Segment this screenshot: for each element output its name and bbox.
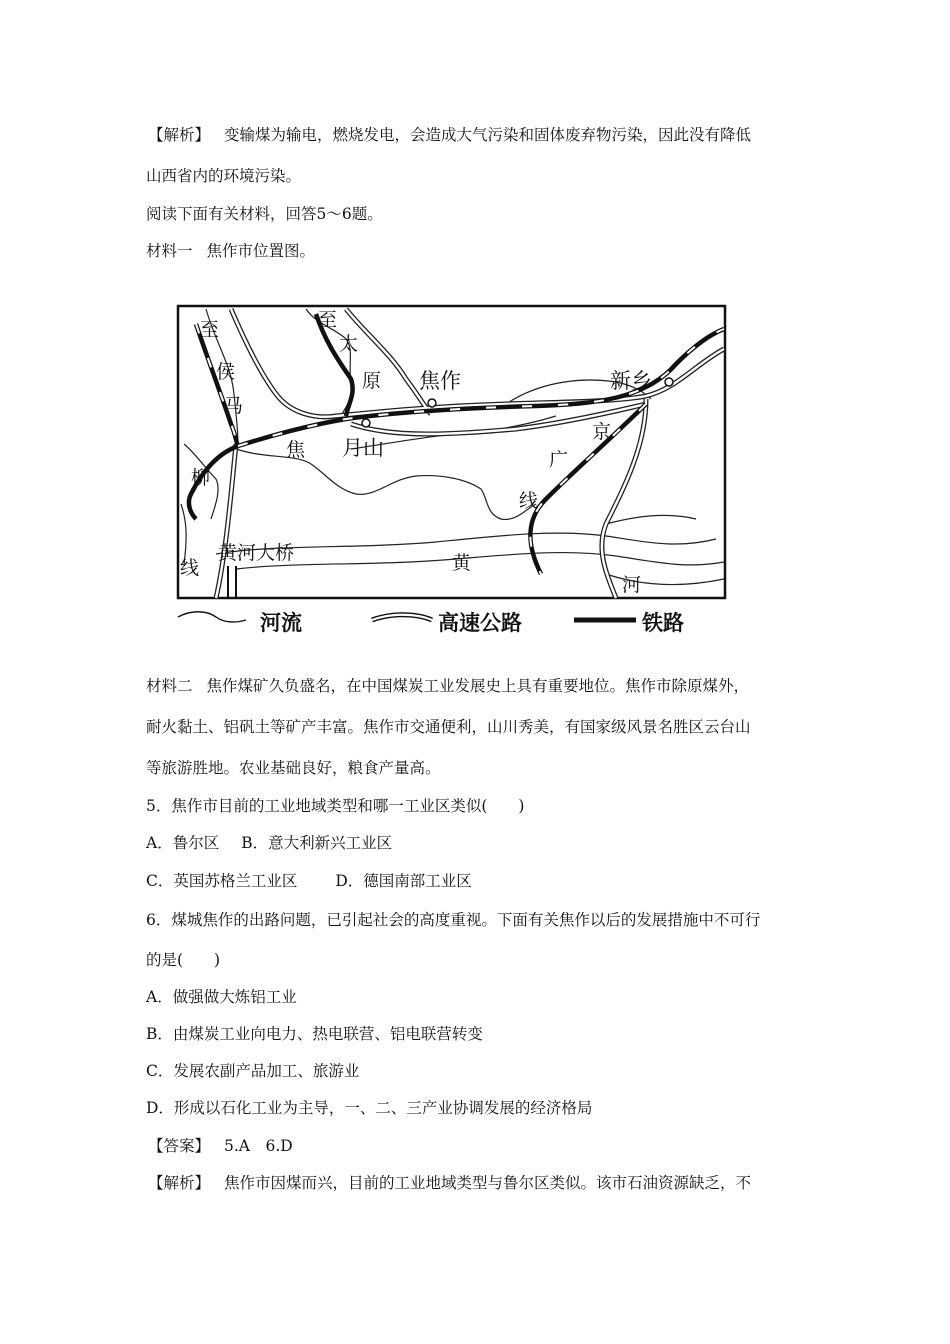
reading-intro: 阅读下面有关材料，回答5～6题。 bbox=[146, 205, 383, 223]
material-one-caption bbox=[146, 241, 315, 261]
material-two-tag: 材料二 bbox=[146, 677, 193, 695]
analysis-text: 变输煤为输电，燃烧发电，会造成大气污染和固体废弃物污染，因此没有降低 bbox=[224, 126, 752, 144]
q6-option-a: A．做强做大炼铝工业 bbox=[146, 988, 297, 1006]
label-jing: 京 bbox=[592, 421, 612, 443]
label-zhi-2: 至 bbox=[318, 309, 338, 331]
q5-option-d: D．德国南部工业区 bbox=[335, 872, 472, 890]
label-hou: 侯 bbox=[216, 361, 236, 383]
analysis-text-2: 焦作市因煤而兴，目前的工业地域类型与鲁尔区类似。该市石油资源缺乏，不 bbox=[224, 1174, 752, 1192]
legend-river-label: 河流 bbox=[260, 611, 302, 635]
jiaozuo-dot bbox=[428, 399, 436, 407]
material-two-line-1 bbox=[146, 676, 749, 696]
railways bbox=[189, 314, 724, 574]
q5-option-b: B．意大利新兴工业区 bbox=[241, 834, 393, 852]
label-xinxiang: 新乡 bbox=[610, 369, 652, 393]
label-yuan: 原 bbox=[362, 370, 382, 392]
xinxiang-dot bbox=[665, 378, 673, 386]
bridge-marker bbox=[228, 566, 236, 598]
label-jiao: 焦 bbox=[286, 439, 306, 461]
analysis-line-1 bbox=[148, 125, 751, 145]
material-two-line-3: 等旅游胜地。农业基础良好，粮食产量高。 bbox=[146, 759, 441, 777]
q5-option-a: A．鲁尔区 bbox=[146, 834, 220, 852]
label-liu: 柳 bbox=[191, 467, 211, 489]
label-xian-1: 线 bbox=[519, 490, 539, 512]
label-zhi-1: 至 bbox=[200, 319, 220, 341]
analysis-tag: 【解析】 bbox=[148, 126, 211, 144]
label-xian-2: 线 bbox=[180, 557, 200, 579]
q6-option-b: B．由煤炭工业向电力、热电联营、铝电联营转变 bbox=[146, 1025, 483, 1043]
label-ma: 马 bbox=[224, 395, 244, 417]
label-huang: 黄 bbox=[452, 552, 472, 574]
analysis-line-final bbox=[148, 1173, 751, 1193]
label-bridge: 黄河大桥 bbox=[218, 542, 295, 564]
material-two-line-2: 耐火黏土、铝矾土等矿产丰富。焦作市交通便利，山川秀美，有国家级风景名胜区云台山 bbox=[146, 718, 751, 736]
analysis-line-2: 山西省内的环境污染。 bbox=[146, 167, 302, 185]
jiaozuo-location-map bbox=[176, 304, 728, 644]
q5-option-c: C．英国苏格兰工业区 bbox=[146, 872, 298, 890]
question-5-stem: 5．焦作市目前的工业地域类型和哪一工业区类似( ) bbox=[146, 797, 525, 815]
answer-tag: 【答案】 bbox=[148, 1137, 211, 1155]
question-5-options-ab bbox=[146, 833, 392, 853]
label-guang: 广 bbox=[549, 449, 569, 471]
yueshan-dot bbox=[362, 419, 370, 427]
label-jiaozuo: 焦作 bbox=[419, 369, 461, 393]
material-one-tag: 材料一 bbox=[146, 242, 193, 260]
material-two-text: 焦作煤矿久负盛名，在中国煤炭工业发展史上具有重要地位。焦作市除原煤外， bbox=[206, 677, 750, 695]
map-legend bbox=[178, 611, 684, 635]
analysis-tag-2: 【解析】 bbox=[148, 1174, 211, 1192]
label-yueshan: 月山 bbox=[342, 436, 384, 460]
legend-river-symbol bbox=[178, 612, 246, 622]
label-tai: 太 bbox=[339, 333, 359, 355]
question-6-stem-2: 的是( ) bbox=[146, 951, 221, 969]
legend-railway-label: 铁路 bbox=[642, 611, 684, 635]
q6-option-c: C．发展农副产品加工、旅游业 bbox=[146, 1062, 360, 1080]
answer-text: 5.A 6.D bbox=[224, 1137, 293, 1155]
q6-option-d: D．形成以石化工业为主导，一、二、三产业协调发展的经济格局 bbox=[146, 1099, 593, 1117]
legend-highway-label: 高速公路 bbox=[438, 611, 522, 635]
question-5-options-cd bbox=[146, 871, 472, 891]
label-he: 河 bbox=[622, 574, 642, 596]
question-6-stem-1: 6．煤城焦作的出路问题，已引起社会的高度重视。下面有关焦作以后的发展措施中不可行 bbox=[146, 911, 761, 929]
answer-line bbox=[148, 1136, 293, 1156]
material-one-text: 焦作市位置图。 bbox=[206, 242, 316, 260]
